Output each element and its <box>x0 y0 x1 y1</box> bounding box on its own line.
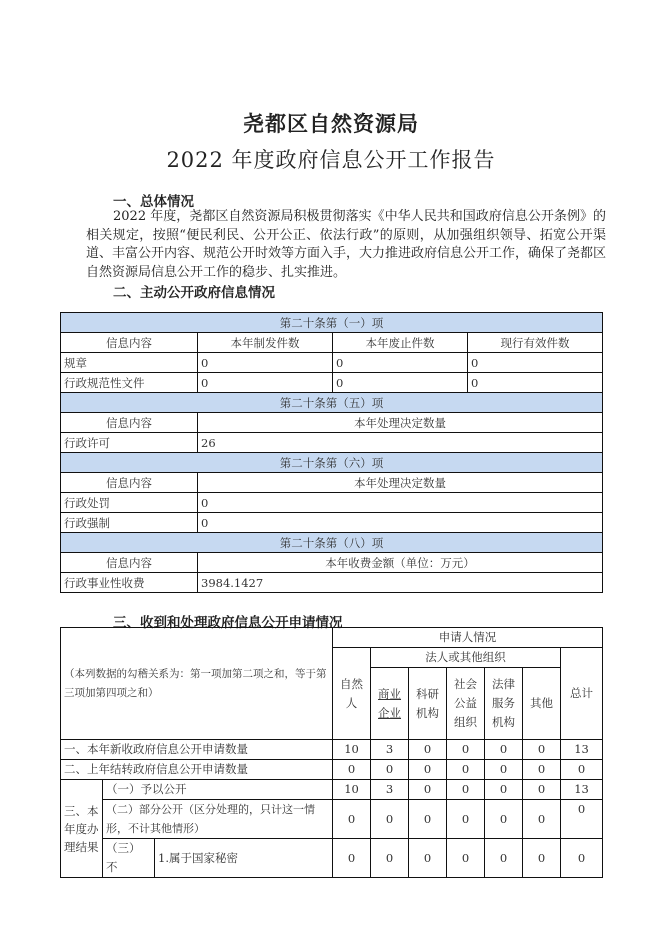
table-row <box>61 353 603 373</box>
cell-value: 0 <box>333 839 371 878</box>
row-label: 一、本年新收政府信息公开申请数量 <box>61 740 333 760</box>
row-label: 二、上年结转政府信息公开申请数量 <box>61 760 333 780</box>
row-label: 规章 <box>61 353 198 373</box>
cell-value: 0 <box>447 839 485 878</box>
row-label: 行政处罚 <box>61 493 198 513</box>
cell-value: 3 <box>371 740 409 760</box>
table-row <box>61 800 603 839</box>
table-row <box>61 740 603 760</box>
cell-value: 0 <box>447 800 485 839</box>
cell-value: 0 <box>523 740 561 760</box>
applicant-header: 申请人情况 <box>333 628 603 648</box>
row-label: 行政事业性收费 <box>61 573 198 593</box>
table-row <box>61 780 603 800</box>
cell-value: 0 <box>409 740 447 760</box>
column-header: 本年制发件数 <box>198 333 333 353</box>
row-label: （三）不 <box>103 839 155 878</box>
cell-value: 0 <box>409 839 447 878</box>
proactive-disclosure-table <box>60 312 603 593</box>
legal-org-header: 法人或其他组织 <box>371 648 561 668</box>
overview-paragraph: 2022 年度，尧都区自然资源局积极贯彻落实《中华人民共和国政府信息公开条例》的相关规定，按照“便民利民、公开公正、依法行政”的原则，从加强组织领导、拓宽公开渠道、丰富公开内容、规范公开时效等方面入手，大力推进政府信息公开工作，确保了尧都区自然资源局信息公开工作的稳步、扎实推进。 <box>86 209 607 280</box>
cell-value: 0 <box>409 800 447 839</box>
section-heading-applications: 三、收到和处理政府信息公开申请情况 <box>113 615 343 631</box>
cell-value: 0 <box>468 353 603 373</box>
table-row <box>61 493 603 513</box>
row-label: 行政强制 <box>61 513 198 533</box>
cell-value: 0 <box>333 373 468 393</box>
cell-value: 0 <box>561 760 603 780</box>
cell-value: 10 <box>333 740 371 760</box>
consistency-note: （本列数据的勾稽关系为：第一项加第二项之和，等于第三项加第四项之和） <box>61 628 333 740</box>
column-header: 信息内容 <box>61 413 198 433</box>
cell-value: 0 <box>485 839 523 878</box>
table-row <box>61 760 603 780</box>
org-type-header: 科研机构 <box>409 668 447 740</box>
cell-value: 0 <box>371 760 409 780</box>
row-label: （二）部分公开（区分处理的，只计这一情形，不计其他情形） <box>103 800 333 839</box>
item1-title: 第二十条第（一）项 <box>61 313 603 333</box>
report-org-title: 尧都区自然资源局 <box>243 111 419 136</box>
section-heading-proactive-disclosure: 二、主动公开政府信息情况 <box>113 285 275 301</box>
table-row <box>61 839 603 878</box>
cell-value: 0 <box>523 839 561 878</box>
cell-value: 3984.1427 <box>198 573 603 593</box>
item6-title: 第二十条第（六）项 <box>61 453 603 473</box>
total-header: 总计 <box>561 648 603 740</box>
cell-value: 0 <box>333 760 371 780</box>
applications-table <box>60 627 603 878</box>
natural-person-header: 自然人 <box>333 648 371 740</box>
cell-value: 0 <box>523 800 561 839</box>
column-header: 本年废止件数 <box>333 333 468 353</box>
table-row <box>61 433 603 453</box>
column-header: 信息内容 <box>61 333 198 353</box>
table-row <box>61 573 603 593</box>
cell-value: 0 <box>371 839 409 878</box>
cell-value: 0 <box>198 353 333 373</box>
cell-value: 0 <box>447 760 485 780</box>
row-label: 行政许可 <box>61 433 198 453</box>
column-header: 现行有效件数 <box>468 333 603 353</box>
org-type-header: 社会公益组织 <box>447 668 485 740</box>
column-header: 信息内容 <box>61 473 198 493</box>
column-header: 本年处理决定数量 <box>198 473 603 493</box>
cell-value: 0 <box>198 493 603 513</box>
cell-value: 0 <box>333 353 468 373</box>
cell-value: 0 <box>409 780 447 800</box>
cell-value: 0 <box>409 760 447 780</box>
cell-value: 0 <box>447 740 485 760</box>
table-row <box>61 373 603 393</box>
cell-value: 10 <box>333 780 371 800</box>
report-title: 2022 年度政府信息公开工作报告 <box>166 148 496 172</box>
table-row <box>61 513 603 533</box>
item8-title: 第二十条第（八）项 <box>61 533 603 553</box>
cell-value: 0 <box>485 800 523 839</box>
cell-value: 0 <box>468 373 603 393</box>
cell-value: 0 <box>561 800 603 839</box>
cell-value: 0 <box>485 760 523 780</box>
result-group-label: 三、本年度办理结果 <box>61 780 103 878</box>
row-label: （一）予以公开 <box>103 780 333 800</box>
cell-value: 13 <box>561 780 603 800</box>
cell-value: 0 <box>198 513 603 533</box>
row-label: 行政规范性文件 <box>61 373 198 393</box>
org-type-header: 其他 <box>523 668 561 740</box>
org-type-header: 法律服务机构 <box>485 668 523 740</box>
cell-value: 13 <box>561 740 603 760</box>
cell-value: 0 <box>371 800 409 839</box>
cell-value: 26 <box>198 433 603 453</box>
cell-value: 0 <box>198 373 333 393</box>
column-header: 本年处理决定数量 <box>198 413 603 433</box>
cell-value: 3 <box>371 780 409 800</box>
cell-value: 0 <box>447 780 485 800</box>
column-header: 信息内容 <box>61 553 198 573</box>
cell-value: 0 <box>561 839 603 878</box>
org-type-header: 商业企业 <box>371 668 409 740</box>
item5-title: 第二十条第（五）项 <box>61 393 603 413</box>
cell-value: 0 <box>485 740 523 760</box>
cell-value: 0 <box>523 760 561 780</box>
cell-value: 0 <box>523 780 561 800</box>
section-heading-overview: 一、总体情况 <box>113 194 194 210</box>
cell-value: 0 <box>333 800 371 839</box>
cell-value: 0 <box>485 780 523 800</box>
column-header: 本年收费金额（单位：万元） <box>198 553 603 573</box>
row-sub-label: 1.属于国家秘密 <box>155 839 333 878</box>
